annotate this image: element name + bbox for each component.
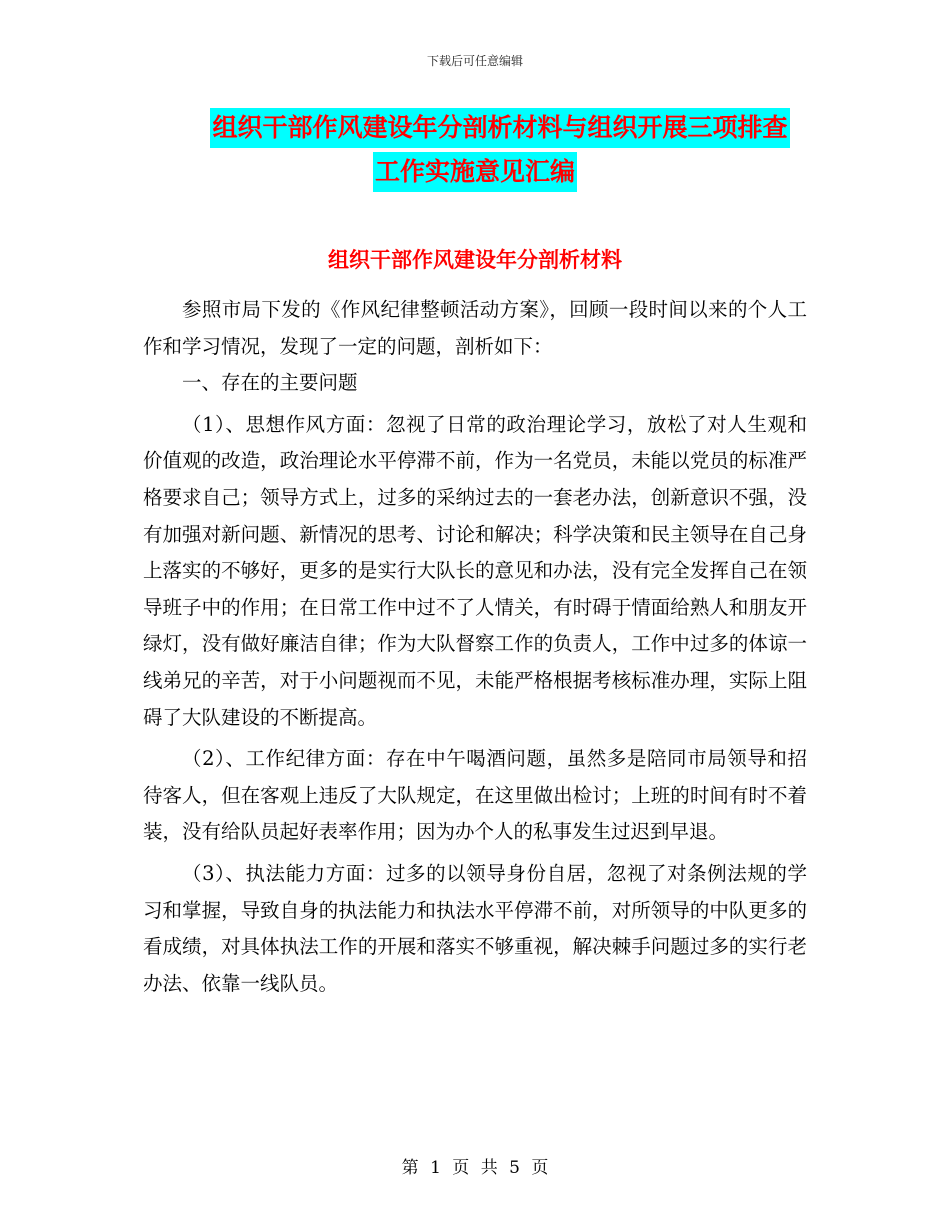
document-title <box>0 108 950 196</box>
heading-main-problems: 一、存在的主要问题 <box>182 371 358 395</box>
intro-paragraph: 参照市局下发的《作风纪律整顿活动方案》，回顾一段时间以来的个人工作和学习情况，发现了一定的问题，剖析如下： <box>143 298 807 358</box>
paragraph-enforcement-ability: （3）、执法能力方面：过多的以领导身份自居，忽视了对条例法规的学习和掌握，导致自身的执法能力和执法水平停滞不前，对所领导的中队更多的看成绩，对具体执法工作的开展和落实不够重视，解决棘手问题过多的实行老办法、依靠一线队员。 <box>143 861 807 995</box>
document-title-line-1: 组织干部作风建设年分剖析材料与组织开展三项排查 <box>210 108 789 148</box>
document-body <box>143 292 807 1002</box>
document-title-line-2: 工作实施意见汇编 <box>373 152 577 192</box>
page-number-footer: 第 1 页 共 5 页 <box>401 1158 549 1178</box>
section-title: 组织干部作风建设年分剖析材料 <box>328 248 622 272</box>
paragraph-work-discipline: （2）、工作纪律方面：存在中午喝酒问题，虽然多是陪同市局领导和招待客人，但在客观上违反了大队规定，在这里做出检讨；上班的时间有时不着装，没有给队员起好表率作用；因为办个人的私事发生过迟到早退。 <box>143 747 807 844</box>
paragraph-ideology-style: （1）、思想作风方面：忽视了日常的政治理论学习，放松了对人生观和价值观的改造，政治理论水平停滞不前，作为一名党员，未能以党员的标准严格要求自己；领导方式上，过多的采纳过去的一套老办法，创新意识不强，没有加强对新问题、新情况的思考、讨论和解决；科学决策和民主领导在自己身上落实的不够好，更多的是实行大队长的意见和办法，没有完全发挥自己在领导班子中的作用；在日常工作中过不了人情关，有时碍于情面给熟人和朋友开绿灯，没有做好廉洁自律；作为大队督察工作的负责人，工作中过多的体谅一线弟兄的辛苦，对于小问题视而不见，未能严格根据考核标准办理，实际上阻碍了大队建设的不断提高。 <box>143 412 807 729</box>
page-header-note: 下载后可任意编辑 <box>426 54 523 68</box>
